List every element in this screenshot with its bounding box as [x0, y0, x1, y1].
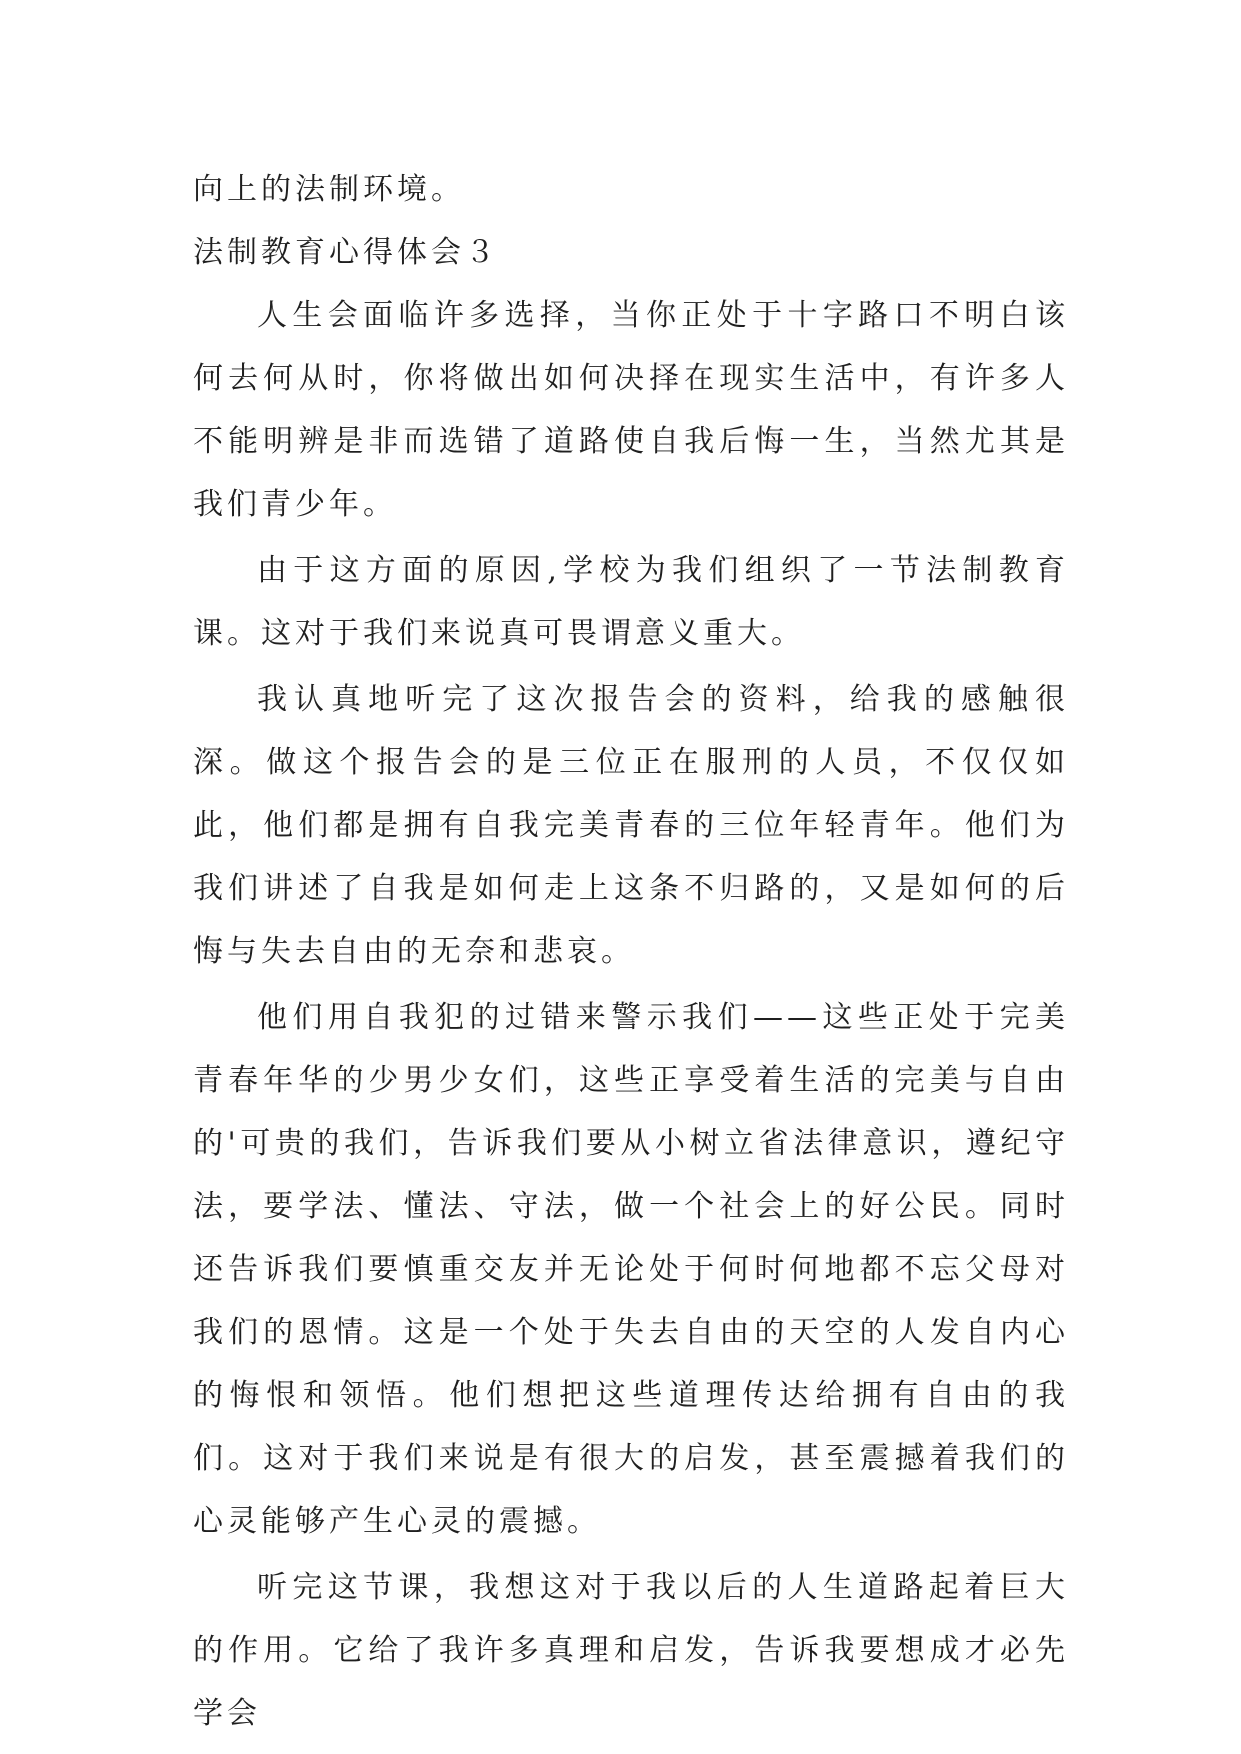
- paragraph-continuation: 向上的法制环境。: [193, 172, 465, 207]
- paragraph: 人生会面临许多选择，当你正处于十字路口不明白该何去何从时，你将做出如何决择在现实生活中，有许多人不能明辨是非而选错了道路使自我后悔一生，当然尤其是我们青少年。: [193, 298, 1069, 522]
- paragraph: 他们用自我犯的过错来警示我们——这些正处于完美青春年华的少男少女们，这些正享受着生活的完美与自由的'可贵的我们，告诉我们要从小树立省法律意识，遵纪守法，要学法、懂法、守法，做一个社会上的好公民。同时还告诉我们要慎重交友并无论处于何时何地都不忘父母对我们的恩情。这是一个处于失去自由的天空的人发自内心的悔恨和领悟。他们想把这些道理传达给拥有自由的我们。这对于我们来说是有很大的启发，甚至震撼着我们的心灵能够产生心灵的震撼。: [193, 1000, 1069, 1539]
- paragraph: 听完这节课，我想这对于我以后的人生道路起着巨大的作用。它给了我许多真理和启发，告诉我要想成才必先学会: [193, 1570, 1069, 1731]
- paragraph: 由于这方面的原因,学校为我们组织了一节法制教育课。这对于我们来说真可畏谓意义重大。: [193, 553, 1069, 651]
- paragraph: 我认真地听完了这次报告会的资料，给我的感触很深。做这个报告会的是三位正在服刑的人员，不仅仅如此，他们都是拥有自我完美青春的三位年轻青年。他们为我们讲述了自我是如何走上这条不归路的，又是如何的后悔与失去自由的无奈和悲哀。: [193, 682, 1069, 969]
- section-heading: 法制教育心得体会３: [193, 235, 499, 270]
- document-body: [193, 158, 1069, 1745]
